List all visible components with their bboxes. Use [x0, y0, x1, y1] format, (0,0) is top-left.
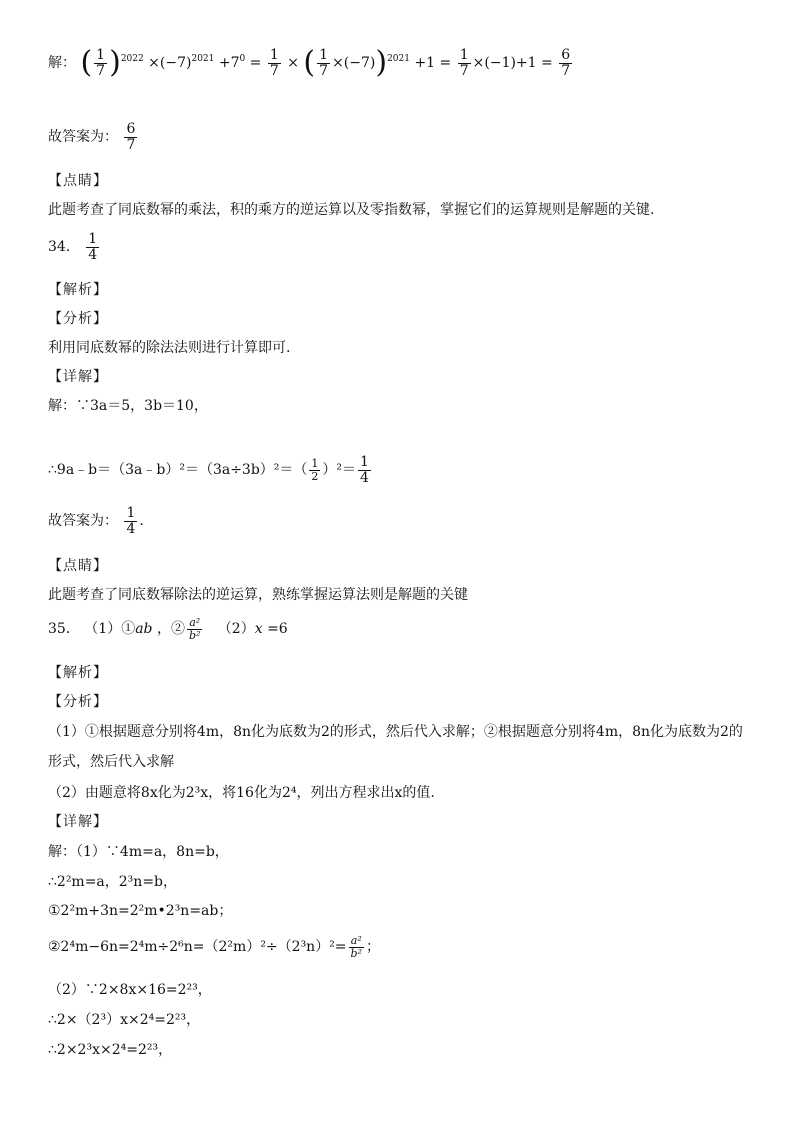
problem-34-answer: 34． $\frac{1}{4}$: [48, 231, 98, 263]
heading-fenxi-35: 【分析】: [48, 694, 108, 710]
review-text-33: 此题考查了同底数幂的乘法，积的乘方的逆运算以及零指数幂，掌握它们的运算规则是解题的关键.: [48, 202, 655, 218]
heading-fenxi-34: 【分析】: [48, 311, 108, 327]
tail-a: +1 =: [414, 55, 452, 72]
analysis-34: 利用同底数幂的除法法则进行计算即可.: [48, 340, 291, 356]
step-35-7: ∴2×2³x×2⁴=2²³，: [48, 1042, 173, 1058]
problem-35-answer: 35． （1）①ab ，② $\frac{\text{a²}}{\text{b²}}$ （2）x =6: [48, 616, 288, 642]
fraction-1-7: $\frac{1}{7}$: [96, 47, 106, 79]
step-35-4: ②2⁴m−6n=2⁴m÷2⁶n=（2²m）²÷（2³n）²= $\frac{\text{a²}}{\text{b²}}$ ；: [48, 934, 380, 960]
review-heading-34: 【点睛】: [48, 558, 108, 574]
solution-prefix: 解：: [48, 55, 76, 72]
given-34: 解：∵3a＝5，3b＝10，: [48, 398, 208, 414]
heading-xiangjie-34: 【详解】: [48, 369, 108, 385]
step-35-1: 解：（1）∵4m=a，8n=b，: [48, 844, 229, 860]
heading-xiangjie-35: 【详解】: [48, 814, 108, 830]
heading-jiexi-34: 【解析】: [48, 282, 108, 298]
problem-number: 34．: [48, 239, 80, 256]
analysis-35-1: （1）①根据题意分别将4m，8n化为底数为2的形式，然后代入求解；②根据题意分别将4m，8n化为底数为2的: [48, 724, 743, 740]
neg-seven: (−7): [159, 55, 192, 72]
review-heading-33: 【点睛】: [48, 173, 108, 189]
heading-jiexi-35: 【解析】: [48, 665, 108, 681]
answer-34: 故答案为： $\frac{1}{4}$ .: [48, 505, 144, 537]
exponent-2022: 2022: [120, 54, 144, 65]
solution-33-formula: 解： ( $\frac{1}{7}$ )$^{2022} \times(-7)^{2021} +7^0$ = $\frac{1}{7}$ × ( $\frac{1}{7}$ ×(−7))$^{2021}$ +1 = $\frac{1}{7}$ ×(−1)+1 = $\frac{6}{7}$: [48, 45, 571, 81]
step-35-2: ∴2²m=a，2³n=b，: [48, 874, 178, 890]
therefore-34: ∴9a﹣b＝（3a﹣b）²＝（3a÷3b）²＝（ $\frac{1}{2}$ ）²＝ $\frac{1}{4}$: [48, 454, 369, 486]
step-35-5: （2）∵2×8x×16=2²³，: [48, 982, 212, 998]
step-35-3: ①2²m+3n=2²m•2³n=ab；: [48, 903, 233, 919]
result-6-7: $\frac{6}{7}$: [561, 47, 571, 79]
analysis-35-1b: 形式，然后代入求解: [48, 754, 174, 770]
analysis-35-2: （2）由题意将8x化为2³x，将16化为2⁴，列出方程求出x的值.: [48, 785, 435, 801]
step-35-6: ∴2×（2³）x×2⁴=2²³，: [48, 1012, 201, 1028]
tail-b: ×(−1)+1 =: [472, 55, 553, 72]
answer-33: 故答案为： $\frac{6}{7}$: [48, 121, 136, 153]
review-text-34: 此题考查了同底数幂除法的逆运算，熟练掌握运算法则是解题的关键: [48, 587, 468, 603]
